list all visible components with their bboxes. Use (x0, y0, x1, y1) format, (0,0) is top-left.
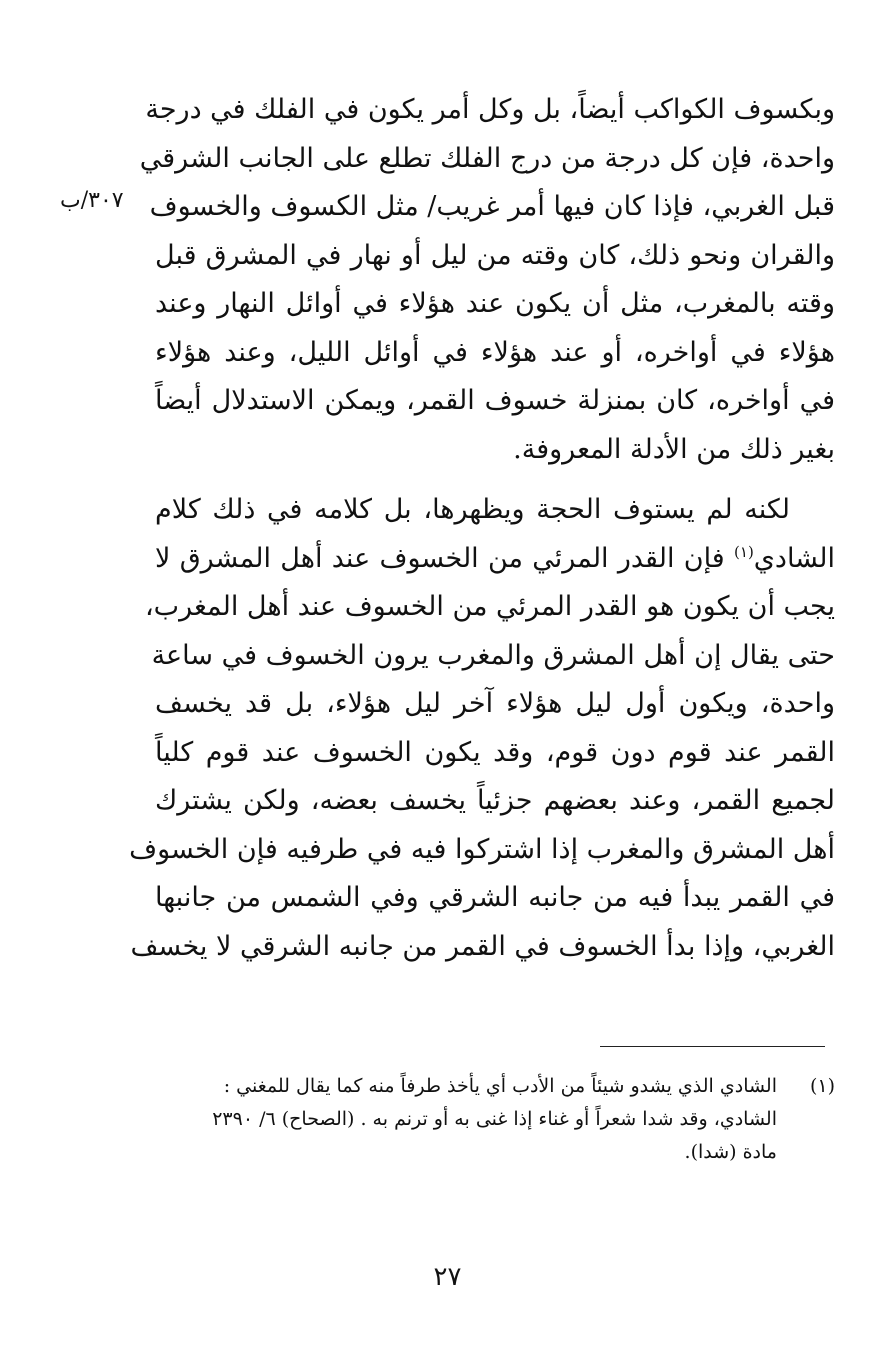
footnote-line (155, 1070, 835, 1103)
main-text (129, 86, 835, 971)
footnote-number: (١) (809, 1075, 835, 1097)
page-number: ٢٧ (433, 1262, 462, 1292)
text-line: بغير ذلك من الأدلة المعروفة. (513, 433, 835, 465)
text-line: واحدة، ويكون أول ليل هؤلاء آخر ليل هؤلاء، بل قد يخسف (155, 688, 835, 719)
text-line: أهل المشرق والمغرب إذا اشتركوا فيه في طرفيه فإن الخسوف (129, 833, 835, 865)
paragraph-gap (155, 474, 835, 486)
text-line: حتى يقال إن أهل المشرق والمغرب يرون الخسوف في ساعة (151, 639, 835, 671)
footnote-line (155, 1136, 835, 1169)
footnote-text: الشادي الذي يشدو شيئاً من الأدب أي يأخذ طرفاً منه كما يقال للمغني : (223, 1075, 777, 1097)
margin-folio-note: ٣٠٧/ب (60, 188, 124, 213)
text-line: في القمر يبدأ فيه من جانبه الشرقي وفي الشمس من جانبها (155, 882, 835, 913)
footnote-separator (600, 1046, 825, 1047)
text-segment: الشادي (753, 542, 835, 574)
footnote-reference[interactable]: (١) (734, 542, 754, 561)
text-line: لكنه لم يستوف الحجة ويظهرها، بل كلامه في ذلك كلام (155, 494, 790, 525)
text-line-with-footnote-ref (155, 535, 835, 584)
footnote (155, 1070, 835, 1169)
text-line: الغربي، وإذا بدأ الخسوف في القمر من جانبه الشرقي لا يخسف (130, 930, 835, 962)
text-line: وبكسوف الكواكب أيضاً، بل وكل أمر يكون في الفلك في درجة (145, 94, 835, 125)
footnote-text: مادة (شدا). (684, 1141, 777, 1163)
text-line: والقران ونحو ذلك، كان وقته من ليل أو نهار في المشرق قبل (155, 239, 835, 271)
text-line: القمر عند قوم دون قوم، وقد يكون الخسوف عند قوم كلياً (155, 736, 835, 768)
text-line: هؤلاء في أواخره، أو عند هؤلاء في أوائل الليل، وعند هؤلاء (155, 336, 835, 368)
text-line: واحدة، فإن كل درجة من درج الفلك تطلع على الجانب الشرقي (139, 142, 835, 174)
text-segment: فإن القدر المرئي من الخسوف عند أهل المشرق لا (155, 542, 735, 574)
text-line: قبل الغربي، فإذا كان فيها أمر غريب/ مثل الكسوف والخسوف (149, 191, 835, 222)
footnote-line (155, 1103, 835, 1136)
footnote-text: الشادي، وقد شدا شعراً أو غناء إذا غنى به أو ترنم به . (الصحاح) ٦/ ٢٣٩٠ (212, 1108, 777, 1130)
text-line: في أواخره، كان بمنزلة خسوف القمر، ويمكن الاستدلال أيضاً (155, 385, 835, 416)
text-line: وقته بالمغرب، مثل أن يكون عند هؤلاء في أوائل النهار وعند (155, 288, 835, 319)
text-line: يجب أن يكون هو القدر المرئي من الخسوف عند أهل المغرب، (144, 591, 835, 622)
text-line: لجميع القمر، وعند بعضهم جزئياً يخسف بعضه، ولكن يشترك (155, 785, 835, 816)
